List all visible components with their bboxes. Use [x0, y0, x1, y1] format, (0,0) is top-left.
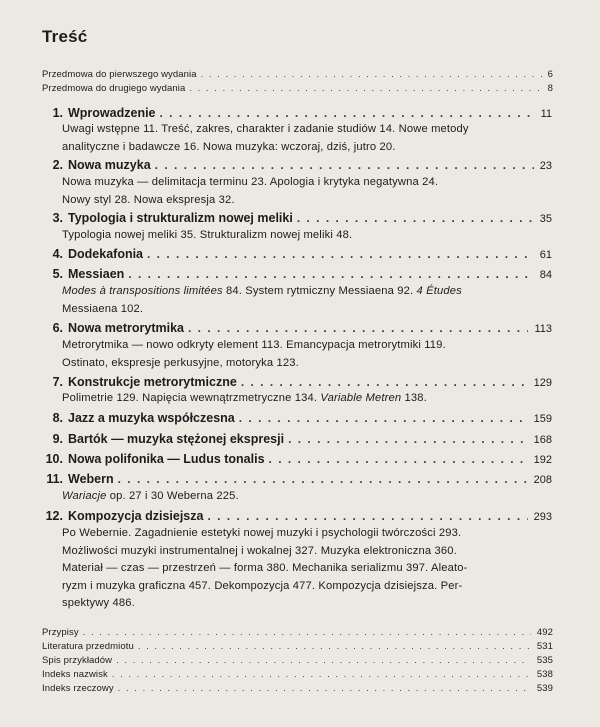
- chapter-1: 1. Wprowadzenie . . . 11: [42, 106, 552, 120]
- back-item-literature: Literatura przedmiotu . . . 531: [42, 641, 553, 652]
- chapter-7: 7. Konstrukcje metrorytmiczne . . . 129: [42, 375, 552, 389]
- chapter-2: 2. Nowa muzyka . . . 23: [42, 158, 552, 172]
- chapter-5: 5. Messiaen . . . 84: [42, 267, 552, 281]
- chapter-10: 10. Nowa polifonika — Ludus tonalis . . . 192: [42, 452, 552, 466]
- back-item-examples: Spis przykładów . . . 535: [42, 655, 553, 666]
- chapter-3: 3. Typologia i strukturalizm nowej meliki . . . 35: [42, 211, 552, 225]
- chapter-9: 9. Bartók — muzyka stężonej ekspresji . . . 168: [42, 432, 552, 446]
- page-title: Treść: [42, 27, 88, 46]
- front-item-preface-1: Przedmowa do pierwszego wydania . . . 6: [42, 69, 553, 80]
- chapter-12: 12. Kompozycja dzisiejsza . . . 293: [42, 509, 552, 523]
- chapter-4: 4. Dodekafonia . . . 61: [42, 247, 552, 261]
- chapter-8: 8. Jazz a muzyka współczesna . . . 159: [42, 411, 552, 425]
- chapter-7-contents: Polimetrie 129. Napięcia wewnątrzmetryczne 134. Variable Metren 138.: [62, 392, 427, 404]
- back-item-subject-index: Indeks rzeczowy . . . 539: [42, 683, 553, 694]
- front-item-preface-2: Przedmowa do drugiego wydania . . . 8: [42, 83, 553, 94]
- chapter-2-contents: Nowa muzyka — delimitacja terminu 23. Apologia i krytyka negatywna 24. Nowy styl 28. Nowa ekspresja 32.: [62, 176, 439, 206]
- chapter-5-contents: Modes à transpositions limitées 84. System rytmiczny Messiaena 92. 4 Études Messiaena 102.: [62, 285, 462, 315]
- chapter-1-contents: Uwagi wstępne 11. Treść, zakres, charakter i zadanie studiów 14. Nowe metody analityczne i badawcze 16. Nowa muzyka: wczoraj, dziś, jutro 20.: [62, 123, 469, 153]
- back-item-notes: Przypisy . . . 492: [42, 627, 553, 638]
- chapter-12-contents: Po Webernie. Zagadnienie estetyki nowej muzyki i psychologii twórczości 293. Możliwości muzyki instrumentalnej i wokalnej 327. Muzyka elektroniczna 360. Materiał — czas — przestrzeń — forma 380. Mechanika serializmu 397. Aleato- ryzm i muzyka graficzna 457. Dekompozycja 477. Kompozycja dzisiejsza. Per- spektywy 486.: [62, 527, 468, 610]
- chapter-11-contents: Wariacje op. 27 i 30 Weberna 225.: [62, 490, 239, 502]
- chapter-3-contents: Typologia nowej meliki 35. Strukturalizm nowej meliki 48.: [62, 229, 353, 241]
- chapter-11: 11. Webern . . . 208: [42, 472, 552, 486]
- chapter-6-contents: Metrorytmika — nowo odkryty element 113. Emancypacja metrorytmiki 119. Ostinato, ekspresje perkusyjne, motoryka 123.: [62, 339, 446, 369]
- chapter-6: 6. Nowa metrorytmika . . . 113: [42, 321, 552, 335]
- back-item-name-index: Indeks nazwisk . . . 538: [42, 669, 553, 680]
